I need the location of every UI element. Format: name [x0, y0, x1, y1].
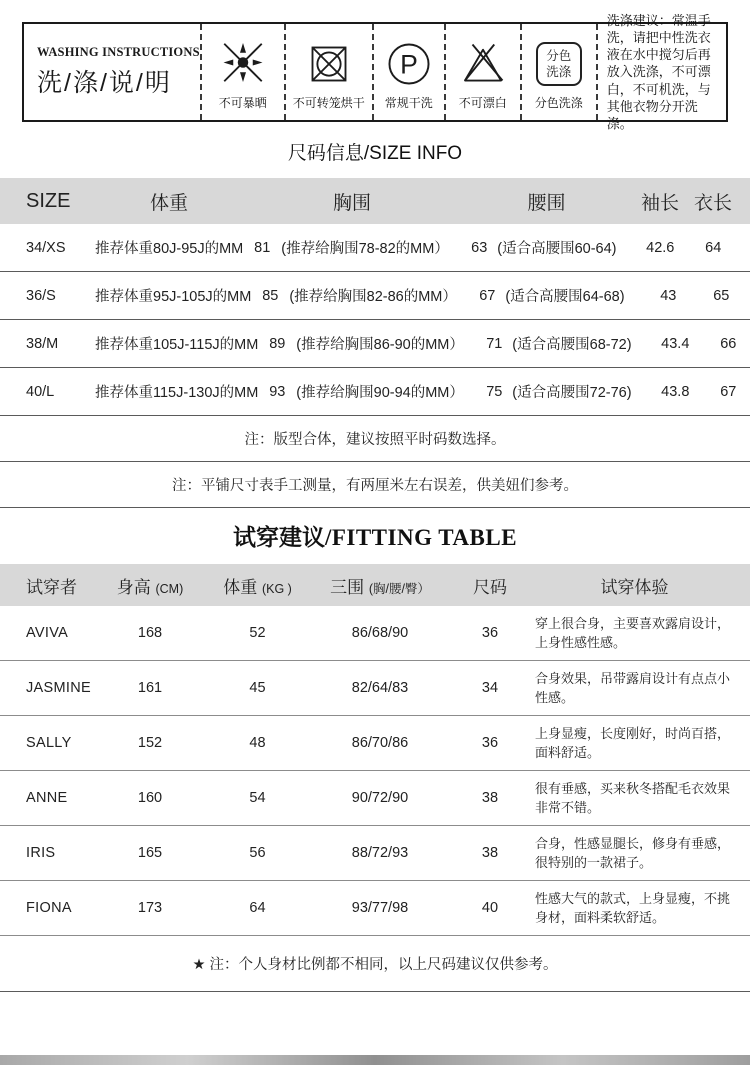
washing-instructions-panel	[22, 12, 728, 132]
sleeve-value: 43.8	[661, 383, 690, 400]
tester-name: IRIS	[26, 845, 56, 861]
tester-experience: 上身显瘦，长度刚好，时尚百搭，面料舒适。	[535, 725, 731, 760]
col-header-size: 尺码	[473, 577, 507, 597]
col-header-weight: 体重 (KG )	[223, 577, 292, 597]
washing-title	[24, 24, 200, 120]
length-value: 67	[720, 383, 737, 400]
washing-item-no-sun	[200, 24, 284, 120]
tester-size: 36	[481, 625, 499, 641]
bust-value: 89	[269, 335, 286, 352]
no-bleach-icon	[458, 39, 508, 89]
waist-note: (适合高腰围72-76)	[512, 385, 632, 401]
waist-value: 67	[479, 287, 496, 304]
washing-item-separate-colors	[520, 24, 596, 120]
tester-weight: 54	[249, 790, 266, 806]
tester-height: 168	[137, 625, 163, 641]
fitting-table-header	[0, 564, 750, 606]
col-header-weight: 体重	[149, 192, 188, 214]
sleeve-value: 43	[660, 287, 677, 304]
tester-height: 173	[137, 900, 163, 916]
size-info-title: 尺码信息/SIZE INFO	[287, 143, 463, 164]
tester-measurements: 86/70/86	[351, 735, 409, 751]
bust-value: 85	[262, 287, 279, 304]
no-tumble-dry-icon	[305, 39, 353, 89]
tester-experience: 穿上很合身，主要喜欢露肩设计，上身性感性感。	[535, 615, 731, 650]
size-info-section	[0, 138, 750, 508]
size-cell: 34/XS	[26, 239, 66, 256]
col-header-sleeve: 袖长	[640, 192, 679, 214]
washing-item-dry-clean	[372, 24, 444, 120]
col-header-height: 身高 (CM)	[116, 577, 184, 597]
tester-measurements: 82/64/83	[351, 680, 409, 696]
col-header-length: 衣长	[693, 192, 732, 214]
tester-size: 40	[481, 900, 499, 916]
col-header-bust: 胸围	[332, 192, 371, 214]
washing-item-label: 不可暴晒	[218, 96, 267, 110]
size-table-row	[0, 368, 750, 416]
size-table-body	[0, 224, 750, 416]
tester-name: JASMINE	[26, 680, 91, 696]
tester-measurements: 86/68/90	[351, 625, 409, 641]
waist-value: 71	[486, 335, 503, 352]
size-table-row	[0, 320, 750, 368]
bust-note: (推荐给胸围82-86的MM）	[289, 289, 457, 305]
tester-name: AVIVA	[26, 625, 69, 641]
washing-item-label: 不可漂白	[458, 96, 507, 110]
tester-height: 165	[137, 845, 163, 861]
tester-measurements: 90/72/90	[351, 790, 409, 806]
tester-measurements: 93/77/98	[351, 900, 409, 916]
tester-experience: 合身，性感显腿长，修身有垂感，很特别的一款裙子。	[535, 835, 731, 870]
sleeve-value: 43.4	[661, 335, 690, 352]
tester-weight: 56	[249, 845, 266, 861]
tester-height: 152	[137, 735, 163, 751]
tester-height: 161	[137, 680, 163, 696]
tester-name: FIONA	[26, 900, 72, 916]
waist-value: 75	[486, 383, 503, 400]
tester-weight: 64	[249, 900, 266, 916]
fitting-table-row	[0, 881, 750, 936]
size-cell: 40/L	[26, 383, 55, 400]
size-table-row	[0, 272, 750, 320]
fitting-title-en: /FITTING TABLE	[324, 525, 518, 550]
length-value: 64	[705, 239, 722, 256]
bust-value: 93	[269, 383, 286, 400]
tester-size: 36	[481, 735, 499, 751]
size-table-row	[0, 224, 750, 272]
fitting-title	[0, 519, 750, 552]
fitting-table-row	[0, 661, 750, 716]
bust-value: 81	[254, 239, 271, 256]
bust-note: (推荐给胸围86-90的MM）	[296, 337, 464, 353]
size-note-2: 注：平铺尺寸表手工测量，有两厘米左右误差，供美妞们参考。	[0, 462, 750, 508]
separate-colors-icon	[536, 39, 582, 89]
weight-cell: 推荐体重105J-115J的MM	[95, 337, 259, 353]
col-header-experience: 试穿体验	[600, 577, 669, 597]
dry-clean-icon	[384, 39, 434, 89]
size-table-header	[0, 178, 750, 224]
washing-advice-text: 洗涤建议：常温手洗，请把中性洗衣液在水中搅匀后再放入洗涤，不可漂白，不可机洗，与其他衣物分开洗涤。	[596, 24, 726, 120]
waist-note: (适合高腰围64-68)	[505, 289, 625, 305]
separate-colors-box-text: 分色	[546, 48, 572, 63]
tester-measurements: 88/72/93	[351, 845, 409, 861]
col-header-size: SIZE	[26, 189, 71, 212]
washing-title-cn: 洗/涤/说/明	[37, 69, 172, 97]
tester-height: 160	[137, 790, 163, 806]
waist-value: 63	[471, 239, 488, 256]
fitting-table-row	[0, 716, 750, 771]
col-header-measurements: 三围 (胸/腰/臀）	[330, 577, 430, 597]
tester-experience: 性感大气的款式，上身显瘦，不挑身材，面料柔软舒适。	[535, 890, 731, 925]
fitting-title-cn: 试穿建议	[232, 524, 325, 550]
tester-weight: 45	[249, 680, 266, 696]
bottom-divider-band	[0, 1055, 750, 1065]
fitting-table-body	[0, 606, 750, 936]
tester-name: SALLY	[26, 735, 72, 751]
tester-experience: 合身效果，吊带露肩设计有点点小性感。	[535, 670, 731, 705]
svg-text:P: P	[399, 49, 418, 80]
size-cell: 38/M	[26, 335, 59, 352]
fitting-table-row	[0, 826, 750, 881]
tester-weight: 52	[249, 625, 266, 641]
fitting-table-row	[0, 606, 750, 661]
waist-note: (适合高腰围60-64)	[497, 241, 617, 257]
separate-colors-box-text: 洗涤	[546, 65, 572, 79]
length-value: 65	[713, 287, 730, 304]
col-header-waist: 腰围	[527, 192, 566, 214]
tester-size: 34	[481, 680, 499, 696]
fitting-section	[0, 519, 750, 992]
waist-note: (适合高腰围68-72)	[512, 337, 632, 353]
tester-experience: 很有垂感，买来秋冬搭配毛衣效果非常不错。	[535, 780, 731, 815]
size-note-1: 注：版型合体，建议按照平时码数选择。	[0, 416, 750, 462]
washing-title-en: WASHING INSTRUCTIONS	[37, 45, 200, 59]
washing-item-label: 分色洗涤	[534, 96, 583, 110]
tester-size: 38	[481, 790, 499, 806]
weight-cell: 推荐体重80J-95J的MM	[95, 241, 244, 257]
no-sun-exposure-icon	[219, 39, 267, 89]
washing-item-no-bleach	[444, 24, 520, 120]
fitting-table-row	[0, 771, 750, 826]
size-cell: 36/S	[26, 287, 56, 304]
bust-note: (推荐给胸围90-94的MM）	[296, 385, 464, 401]
fitting-footnote: ★ 注：个人身材比例都不相同，以上尺码建议仅供参考。	[0, 936, 750, 992]
length-value: 66	[720, 335, 737, 352]
tester-size: 38	[481, 845, 499, 861]
washing-item-label: 不可转笼烘干	[292, 96, 365, 110]
sleeve-value: 42.6	[646, 239, 675, 256]
weight-cell: 推荐体重95J-105J的MM	[95, 289, 252, 305]
tester-weight: 48	[249, 735, 266, 751]
washing-item-label: 常规干洗	[384, 96, 433, 110]
tester-name: ANNE	[26, 790, 68, 806]
bust-note: (推荐给胸围78-82的MM）	[281, 241, 449, 257]
weight-cell: 推荐体重115J-130J的MM	[95, 385, 259, 401]
col-header-tester: 试穿者	[26, 577, 77, 597]
washing-item-no-tumble-dry	[284, 24, 372, 120]
